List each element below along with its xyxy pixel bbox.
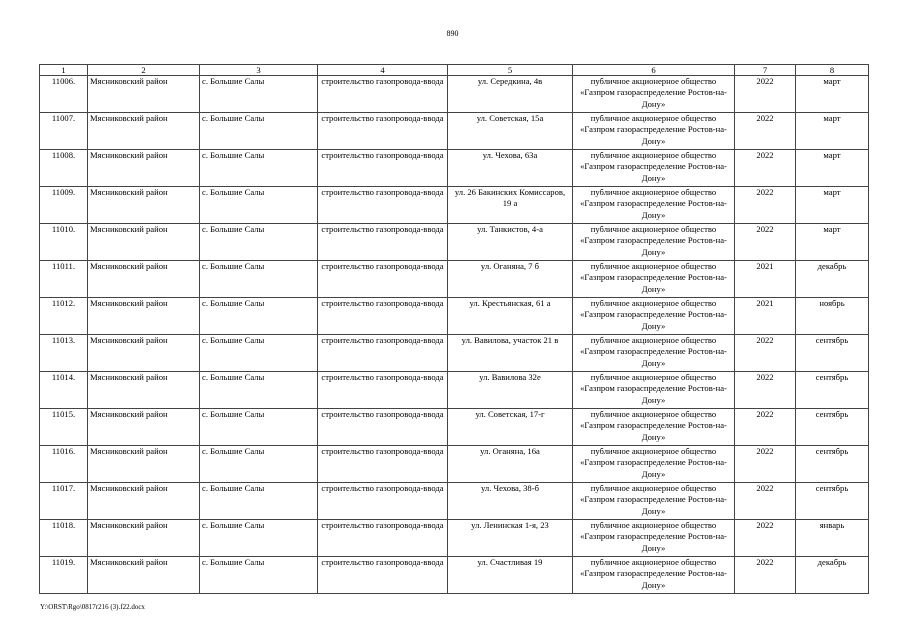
month-cell: март <box>796 113 869 150</box>
year-cell: 2021 <box>735 261 796 298</box>
month-cell: сентябрь <box>796 335 869 372</box>
settlement-cell: с. Большие Салы <box>200 520 318 557</box>
month-cell: ноябрь <box>796 298 869 335</box>
table-row <box>40 261 869 298</box>
district-cell: Мясниковский район <box>88 150 200 187</box>
month-cell: март <box>796 187 869 224</box>
organization-cell: публичное акционерное общество «Газпром газораспределение Ростов-на-Дону» <box>573 187 735 224</box>
address-cell: ул. Чехова, 38-б <box>448 483 573 520</box>
district-cell: Мясниковский район <box>88 113 200 150</box>
settlement-cell: с. Большие Салы <box>200 224 318 261</box>
year-cell: 2022 <box>735 335 796 372</box>
address-cell: ул. 26 Бакинских Комиссаров, 19 а <box>448 187 573 224</box>
table-row <box>40 150 869 187</box>
table-row <box>40 446 869 483</box>
row-number: 11016. <box>40 446 88 483</box>
address-cell: ул. Счастливая 19 <box>448 557 573 594</box>
year-cell: 2022 <box>735 224 796 261</box>
work-type-cell: строительство газопровода-ввода <box>318 298 448 335</box>
work-type-cell: строительство газопровода-ввода <box>318 113 448 150</box>
settlement-cell: с. Большие Салы <box>200 76 318 113</box>
work-type-cell: строительство газопровода-ввода <box>318 261 448 298</box>
work-type-cell: строительство газопровода-ввода <box>318 557 448 594</box>
year-cell: 2022 <box>735 150 796 187</box>
month-cell: март <box>796 76 869 113</box>
organization-cell: публичное акционерное общество «Газпром газораспределение Ростов-на-Дону» <box>573 76 735 113</box>
district-cell: Мясниковский район <box>88 372 200 409</box>
address-cell: ул. Середкина, 4в <box>448 76 573 113</box>
column-header: 7 <box>735 65 796 76</box>
year-cell: 2022 <box>735 483 796 520</box>
organization-cell: публичное акционерное общество «Газпром газораспределение Ростов-на-Дону» <box>573 298 735 335</box>
organization-cell: публичное акционерное общество «Газпром газораспределение Ростов-на-Дону» <box>573 409 735 446</box>
column-header: 6 <box>573 65 735 76</box>
district-cell: Мясниковский район <box>88 298 200 335</box>
work-type-cell: строительство газопровода-ввода <box>318 372 448 409</box>
district-cell: Мясниковский район <box>88 557 200 594</box>
organization-cell: публичное акционерное общество «Газпром газораспределение Ростов-на-Дону» <box>573 372 735 409</box>
organization-cell: публичное акционерное общество «Газпром газораспределение Ростов-на-Дону» <box>573 224 735 261</box>
table-row <box>40 224 869 261</box>
address-cell: ул. Вавилова, участок 21 в <box>448 335 573 372</box>
district-cell: Мясниковский район <box>88 409 200 446</box>
work-type-cell: строительство газопровода-ввода <box>318 76 448 113</box>
table-row <box>40 76 869 113</box>
year-cell: 2022 <box>735 187 796 224</box>
district-cell: Мясниковский район <box>88 335 200 372</box>
column-header: 4 <box>318 65 448 76</box>
row-number: 11015. <box>40 409 88 446</box>
month-cell: сентябрь <box>796 372 869 409</box>
row-number: 11014. <box>40 372 88 409</box>
organization-cell: публичное акционерное общество «Газпром газораспределение Ростов-на-Дону» <box>573 557 735 594</box>
work-type-cell: строительство газопровода-ввода <box>318 335 448 372</box>
district-cell: Мясниковский район <box>88 187 200 224</box>
table-row <box>40 520 869 557</box>
row-number: 11009. <box>40 187 88 224</box>
month-cell: март <box>796 224 869 261</box>
address-cell: ул. Крестьянская, 61 а <box>448 298 573 335</box>
column-header: 8 <box>796 65 869 76</box>
table-body <box>40 76 869 594</box>
organization-cell: публичное акционерное общество «Газпром газораспределение Ростов-на-Дону» <box>573 150 735 187</box>
address-cell: ул. Оганяна, 7 б <box>448 261 573 298</box>
year-cell: 2022 <box>735 372 796 409</box>
district-cell: Мясниковский район <box>88 224 200 261</box>
row-number: 11008. <box>40 150 88 187</box>
gas-pipeline-table <box>39 64 869 594</box>
column-header: 1 <box>40 65 88 76</box>
table-row <box>40 557 869 594</box>
settlement-cell: с. Большие Салы <box>200 372 318 409</box>
column-header: 3 <box>200 65 318 76</box>
table-row <box>40 113 869 150</box>
row-number: 11013. <box>40 335 88 372</box>
table-row <box>40 372 869 409</box>
row-number: 11018. <box>40 520 88 557</box>
settlement-cell: с. Большие Салы <box>200 261 318 298</box>
table-header-row <box>40 65 869 76</box>
row-number: 11019. <box>40 557 88 594</box>
address-cell: ул. Советская, 15а <box>448 113 573 150</box>
month-cell: март <box>796 150 869 187</box>
column-header: 5 <box>448 65 573 76</box>
address-cell: ул. Чехова, 63а <box>448 150 573 187</box>
row-number: 11007. <box>40 113 88 150</box>
district-cell: Мясниковский район <box>88 261 200 298</box>
month-cell: сентябрь <box>796 483 869 520</box>
organization-cell: публичное акционерное общество «Газпром газораспределение Ростов-на-Дону» <box>573 113 735 150</box>
month-cell: сентябрь <box>796 446 869 483</box>
organization-cell: публичное акционерное общество «Газпром газораспределение Ростов-на-Дону» <box>573 261 735 298</box>
work-type-cell: строительство газопровода-ввода <box>318 520 448 557</box>
file-path-footer: Y:\ORST\Rgo\0817r216 (3).f22.docx <box>40 603 145 611</box>
settlement-cell: с. Большие Салы <box>200 335 318 372</box>
month-cell: январь <box>796 520 869 557</box>
month-cell: декабрь <box>796 557 869 594</box>
work-type-cell: строительство газопровода-ввода <box>318 224 448 261</box>
table-row <box>40 409 869 446</box>
work-type-cell: строительство газопровода-ввода <box>318 409 448 446</box>
work-type-cell: строительство газопровода-ввода <box>318 187 448 224</box>
table-row <box>40 335 869 372</box>
district-cell: Мясниковский район <box>88 520 200 557</box>
organization-cell: публичное акционерное общество «Газпром газораспределение Ростов-на-Дону» <box>573 335 735 372</box>
settlement-cell: с. Большие Салы <box>200 298 318 335</box>
organization-cell: публичное акционерное общество «Газпром газораспределение Ростов-на-Дону» <box>573 520 735 557</box>
address-cell: ул. Вавилова 32е <box>448 372 573 409</box>
district-cell: Мясниковский район <box>88 446 200 483</box>
settlement-cell: с. Большие Салы <box>200 113 318 150</box>
table-row <box>40 483 869 520</box>
year-cell: 2022 <box>735 113 796 150</box>
organization-cell: публичное акционерное общество «Газпром газораспределение Ростов-на-Дону» <box>573 483 735 520</box>
district-cell: Мясниковский район <box>88 76 200 113</box>
month-cell: сентябрь <box>796 409 869 446</box>
row-number: 11006. <box>40 76 88 113</box>
year-cell: 2022 <box>735 520 796 557</box>
year-cell: 2022 <box>735 557 796 594</box>
page-number: 890 <box>446 29 459 38</box>
month-cell: декабрь <box>796 261 869 298</box>
district-cell: Мясниковский район <box>88 483 200 520</box>
table-row <box>40 298 869 335</box>
address-cell: ул. Танкистов, 4-а <box>448 224 573 261</box>
column-header: 2 <box>88 65 200 76</box>
work-type-cell: строительство газопровода-ввода <box>318 446 448 483</box>
settlement-cell: с. Большие Салы <box>200 446 318 483</box>
address-cell: ул. Советская, 17-г <box>448 409 573 446</box>
row-number: 11011. <box>40 261 88 298</box>
work-type-cell: строительство газопровода-ввода <box>318 483 448 520</box>
year-cell: 2022 <box>735 446 796 483</box>
organization-cell: публичное акционерное общество «Газпром газораспределение Ростов-на-Дону» <box>573 446 735 483</box>
settlement-cell: с. Большие Салы <box>200 409 318 446</box>
address-cell: ул. Ленинская 1-я, 23 <box>448 520 573 557</box>
row-number: 11010. <box>40 224 88 261</box>
row-number: 11017. <box>40 483 88 520</box>
table-row <box>40 187 869 224</box>
settlement-cell: с. Большие Салы <box>200 150 318 187</box>
row-number: 11012. <box>40 298 88 335</box>
settlement-cell: с. Большие Салы <box>200 483 318 520</box>
address-cell: ул. Оганяна, 16а <box>448 446 573 483</box>
year-cell: 2022 <box>735 409 796 446</box>
work-type-cell: строительство газопровода-ввода <box>318 150 448 187</box>
year-cell: 2022 <box>735 76 796 113</box>
settlement-cell: с. Большие Салы <box>200 557 318 594</box>
settlement-cell: с. Большие Салы <box>200 187 318 224</box>
year-cell: 2021 <box>735 298 796 335</box>
